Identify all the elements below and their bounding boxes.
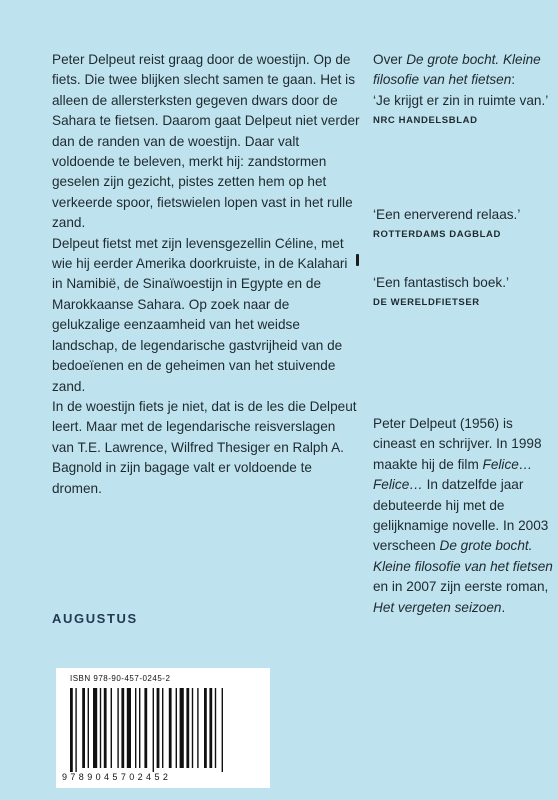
quote-source-2: ROTTERDAMS DAGBLAD [373,229,501,241]
bio-part-3: en in 2007 zijn eerste roman, [373,579,549,595]
review-quote-3 [373,273,558,311]
bio-film-title: Felice… Felice… [373,456,533,493]
publisher-name: AUGUSTUS [52,611,138,626]
author-bio [373,414,558,618]
bio-book-title-1: De grote bocht. Kleine filosofie van het fietsen [373,538,553,574]
bio-part-2: In datzelfde jaar debuteerde hij met de gelijknamige novelle. In 2003 verscheen [373,477,549,554]
review-intro-title: De grote bocht. Kleine filosofie van het fietsen [373,52,541,88]
review-intro [373,50,553,91]
review-quote-2 [373,205,558,243]
blurb-text [52,50,360,499]
bio-part-4: . [501,599,506,615]
quote-text-2: ‘Een enerverend relaas.’ [373,207,521,222]
blurb-paragraph-2: Delpeut fietst met zijn levensgezellin Céline, met wie hij eerder Amerika doorkruiste, in de Kalahari in Namibië, de Sinaïwoestijn in Egypte en de Marokkaanse Sahara. Op zoek naar de gelukzalige eenzaamheid van het weidse landschap, de legendarische gastvrijheid van de bedoeïenen en de geheimen van het stuivende zand. [52,235,348,394]
review-intro-prefix: Over [373,52,407,67]
blurb-paragraph-3: In de woestijn fiets je niet, dat is de les die Delpeut leert. Maar met de legendarische reisverslagen van T.E. Lawrence, Wilfred Thesiger en Ralph A. Bagnold in zijn bagage valt er voldoende te dromen. [52,398,357,496]
quote-text-1: ‘Je krijgt er zin in ruimte van.’ [373,92,549,108]
barcode-digits: 9789045702452 [62,772,172,782]
ink-mark [356,254,359,266]
barcode-label [56,668,270,788]
blurb-paragraph-1: Peter Delpeut reist graag door de woestijn. Op de fiets. Die twee blijken slecht samen te gaan. Het is alleen de allersterksten gegeven dwars door de Sahara te fietsen. Daarom gaat Delpeut niet verder dan de randen van de woestijn. Daar valt voldoende te beleven, merkt hij: zandstormen geselen zijn gezicht, pistes zetten hem op het verkeerde spoor, fietswielen lopen vast in het rulle zand. [52,52,360,231]
quote-source-1: NRC HANDELSBLAD [373,115,478,127]
review-quote-1 [373,50,553,129]
quote-text-3: ‘Een fantastisch boek.’ [373,275,510,290]
review-intro-suffix: : [511,72,516,88]
quote-source-3: DE WERELDFIETSER [373,297,480,309]
author-bio-text [373,414,558,618]
bio-book-title-2: Het vergeten seizoen [373,599,502,615]
barcode-icon [68,688,258,772]
bio-part-1: Peter Delpeut (1956) is cineast en schrijver. In 1998 maakte hij de film [373,416,542,472]
isbn-number: ISBN 978-90-457-0245-2 [70,674,171,683]
